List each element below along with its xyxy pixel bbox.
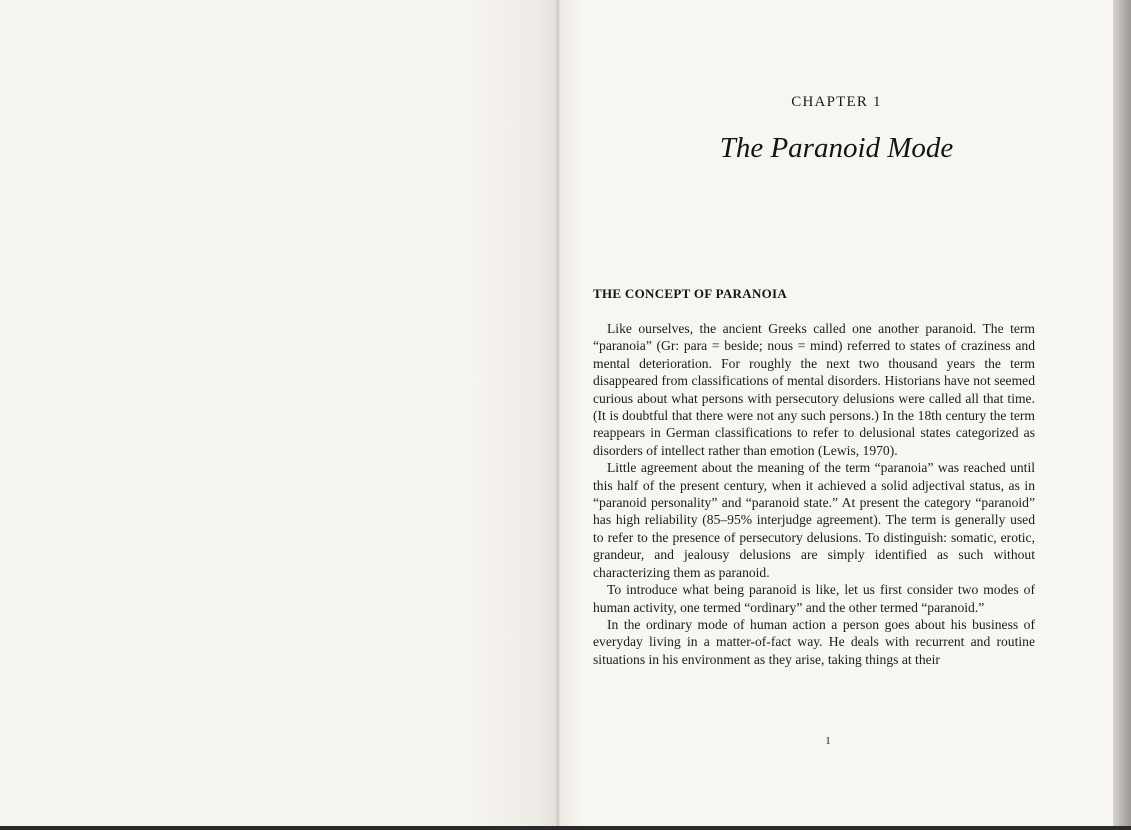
chapter-label: CHAPTER 1 (791, 94, 882, 110)
body-text (593, 320, 1035, 668)
page-edge (1113, 0, 1131, 826)
paragraph: Like ourselves, the ancient Greeks called one another paranoid. The term “paranoia” (Gr: para = beside; nous = mind) referred to states of craziness and mental deterioration. For roughly the next two thousand years the term disappeared from classifications of mental disorders. Historians have not seemed curious about what persons with persecutory delusions were called all that time. (It is doubtful that there were not any such persons.) In the 18th century the term reappears in German classifications to refer to delusional states categorized as disorders of intellect rather than emotion (Lewis, 1970). (593, 321, 1035, 458)
paragraph: Little agreement about the meaning of the term “paranoia” was reached until this half of the present century, when it achieved a solid adjectival status, as in “paranoid personality” and “paranoid state.” At present the category “paranoid” has high reliability (85–95% interjudge agreement). The term is generally used to refer to the presence of persecutory delusions. To distinguish: somatic, erotic, grandeur, and jealousy delusions are simply identified as such without characterizing them as paranoid. (593, 460, 1035, 580)
chapter-title: The Paranoid Mode (719, 132, 954, 164)
paragraph: In the ordinary mode of human action a person goes about his business of everyday living in a matter-of-fact way. He deals with recurrent and routine situations in his environment as they arise, taking things at their (593, 616, 1035, 667)
page-number: 1 (825, 735, 831, 747)
section-heading: THE CONCEPT OF PARANOIA (593, 286, 788, 301)
paragraph: To introduce what being paranoid is like, let us first consider two modes of human activity, one termed “ordinary” and the other termed “paranoid.” (593, 582, 1035, 615)
left-page (0, 0, 557, 826)
